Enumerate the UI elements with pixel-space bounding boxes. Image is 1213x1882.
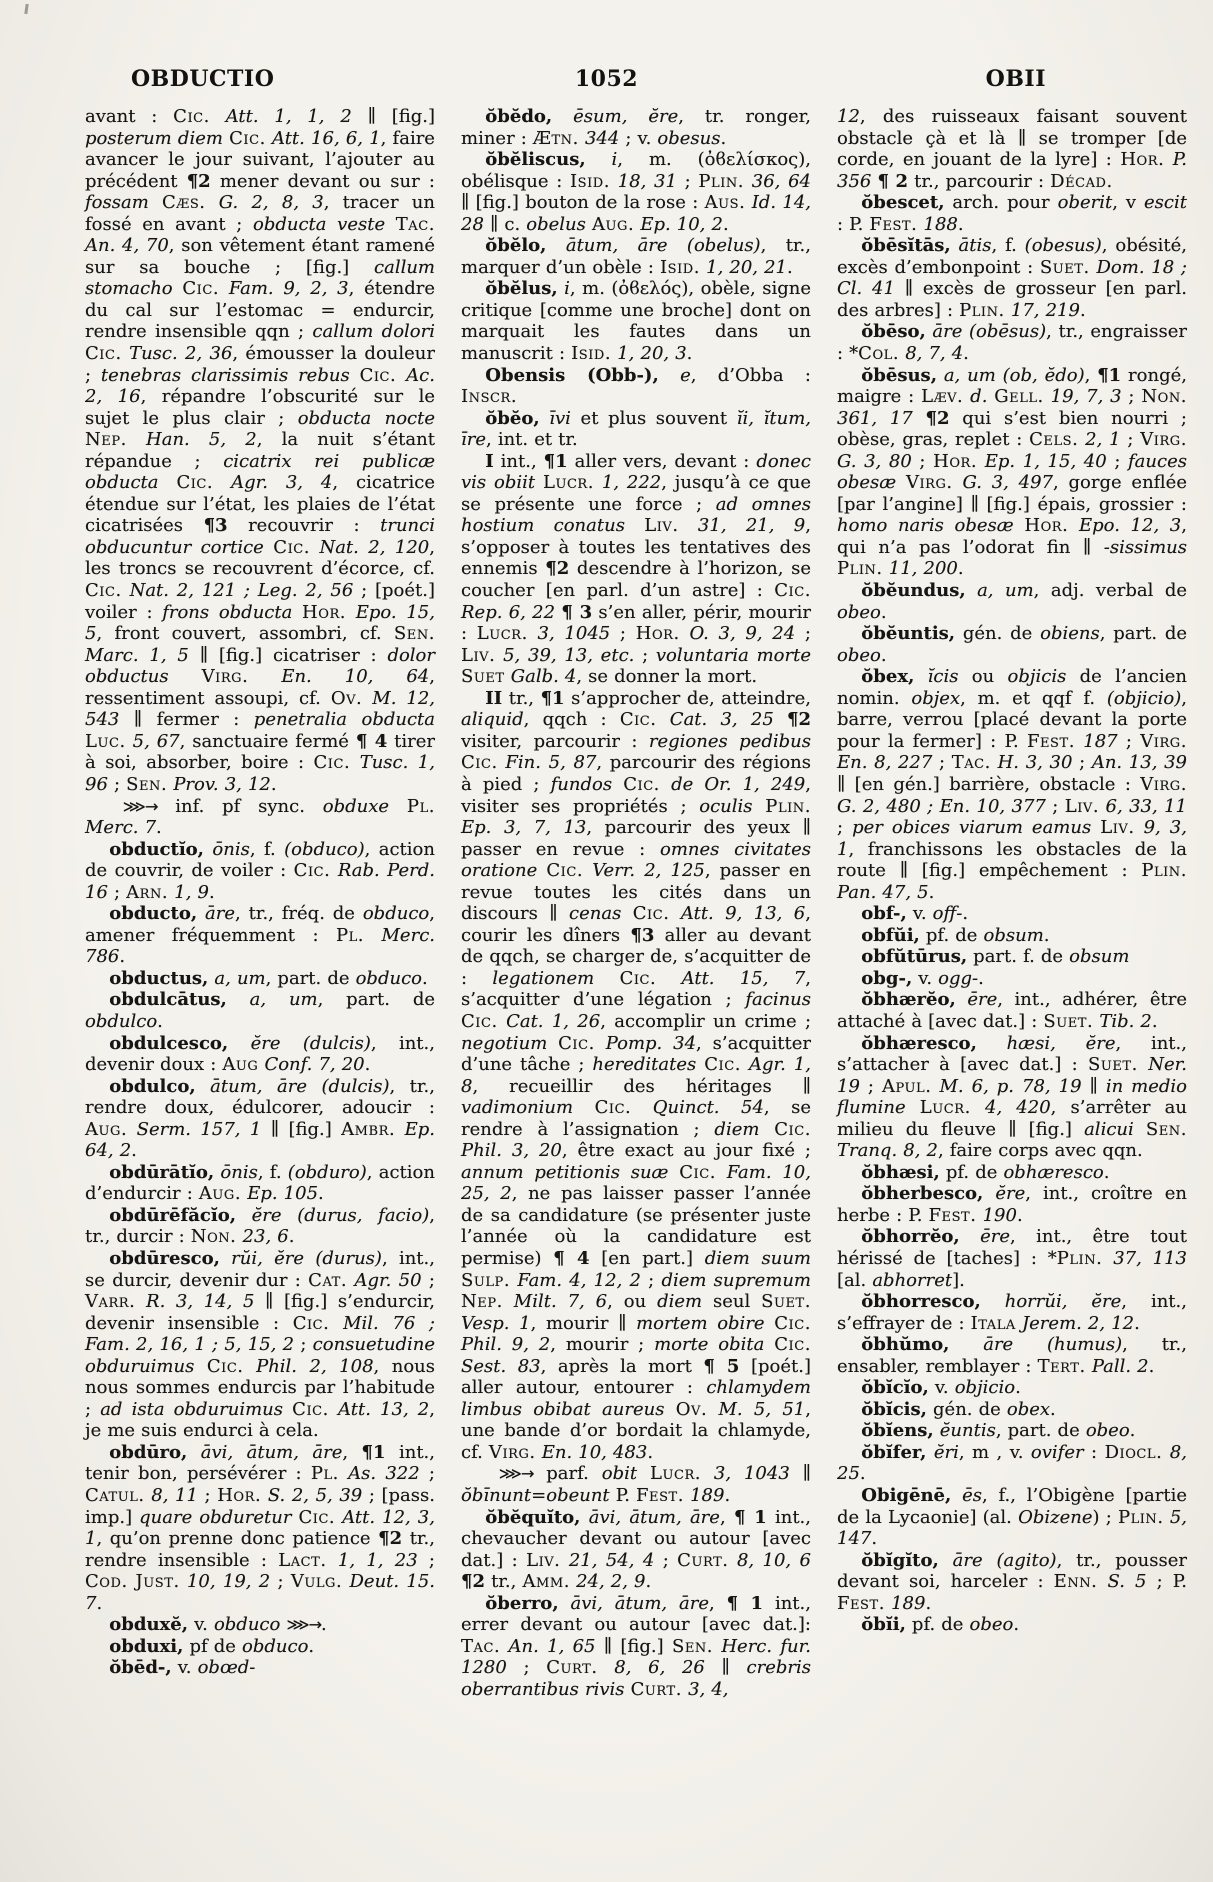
entry-paragraph: obdūro, āvi, ātum, āre, ¶1 int., tenir bon, persévérer : Pl. As. 322 ; Catul. 8, 11 ; Hor. S. 2, 5, 39 ; [pass. imp.] quare obduretur Cic. Att. 12, 3, 1, qu’on prenne donc patience ¶2 tr., rendre insensible : Lact. 1, 1, 23 ; Cod. Just. 10, 19, 2 ; Vulg. Deut. 15. 7. (85, 1441, 436, 1614)
entry-paragraph: obduxĕ, v. obduco ⋙→. (109, 1614, 327, 1636)
entry-paragraph: ŏbĭgĭto, āre (agito), tr., pousser devant soi, harceler : Enn. S. 5 ; P. Fest. 189. (837, 1549, 1187, 1614)
entry-paragraph: ŏbhorresco, horrŭi, ĕre, int., s’effrayer de : Itala Jerem. 2, 12. (837, 1291, 1187, 1334)
entry-paragraph: Obensis (Obb-), e, d’Obba : Inscr. (461, 364, 811, 408)
entry-paragraph: ŏbhærĕo, ēre, int., adhérer, être attaché à [avec dat.] : Suet. Tib. 2. (837, 989, 1187, 1032)
dictionary-column-2 (461, 106, 811, 1700)
entry-paragraph: ŏbherbesco, ĕre, int., croître en herbe : P. Fest. 190. (837, 1183, 1187, 1226)
dictionary-text-block (85, 106, 1187, 1700)
entry-paragraph: ŏbĕuntis, gén. de obiens, part. de obeo. (837, 623, 1187, 666)
entry-paragraph: ŏbhorrĕo, ēre, int., être tout hérissé de [taches] : *Plin. 37, 113 [al. abhorret]. (837, 1226, 1187, 1291)
header-right-keyword: OBII (985, 66, 1046, 92)
entry-paragraph: obductĭo, ōnis, f. (obduco), action de couvrir, de voiler : Cic. Rab. Perd. 16 ; Arn. 1, 9. (85, 838, 435, 903)
entry-paragraph: ŏbhŭmo, āre (humus), tr., ensabler, remblayer : Tert. Pall. 2. (837, 1334, 1187, 1377)
remark-paragraph: ⋙→ inf. pf sync. obduxe Pl. Merc. 7. (85, 795, 436, 839)
scan-artifact (24, 4, 28, 14)
entry-paragraph: ŏbĕlus, i, m. (ὀϐελός), obèle, signe critique [comme une broche] dont on marquait les fautes dans un manuscrit : Isid. 1, 20, 3. (461, 278, 811, 365)
dictionary-column-3 (837, 106, 1187, 1700)
page-number: 1052 (574, 66, 639, 92)
entry-paragraph: ŏbĕlo, ātum, āre (obelus), tr., marquer d’un obèle : Isid. 1, 20, 21. (461, 235, 811, 278)
entry-paragraph: obducto, āre, tr., fréq. de obduco, amener fréquemment : Pl. Merc. 786. (85, 903, 435, 968)
header-left-keyword: OBDUCTIO (131, 66, 275, 92)
entry-paragraph: obdulcesco, ĕre (dulcis), int., devenir doux : Aug Conf. 7, 20. (85, 1032, 435, 1076)
entry-paragraph: ŏbĭi, pf. de obeo. (861, 1614, 1020, 1636)
entry-paragraph: obdulcātus, a, um, part. de obdulco. (85, 989, 435, 1032)
entry-paragraph: ŏbĕundus, a, um, adj. verbal de obeo. (837, 580, 1187, 623)
entry-paragraph: obdūresco, rŭi, ĕre (durus), int., se durcir, devenir dur : Cat. Agr. 50 ; Varr. R. 3, 14, 5 ∥ [fig.] s’endurcir, devenir insensible : Cic. Mil. 76 ; Fam. 2, 16, 1 ; 5, 15, 2 ; consuetudine obduruimus Cic. Phil. 2, 108, nous nous sommes endurcis par l’habitude ; ad ista obduruimus Cic. Att. 13, 2, je me suis endurci à cela. (85, 1247, 435, 1442)
entry-paragraph: ŏbhæsi, pf. de obhæresco. (861, 1161, 1110, 1183)
remark-paragraph: ⋙→ parf. obit Lucr. 3, 1043 ∥ ŏbīnunt=obeunt P. Fest. 189. (461, 1463, 811, 1506)
continuation-paragraph: avant : Cic. Att. 1, 1, 2 ∥ [fig.] posterum diem Cic. Att. 16, 6, 1, faire avancer le jour suivant, l’ajouter au précédent ¶2 mener devant ou sur : fossam Cæs. G. 2, 8, 3, tracer un fossé en avant ; obducta veste Tac. An. 4, 70, son vêtement étant ramené sur sa bouche ; [fig.] callum stomacho Cic. Fam. 9, 2, 3, étendre du cal sur l’estomac = endurcir, rendre insensible qqn ; callum dolori Cic. Tusc. 2, 36, émousser la douleur ; tenebras clarissimis rebus Cic. Ac. 2, 16, répandre l’obscurité sur le sujet le plus clair ; obducta nocte Nep. Han. 5, 2, la nuit s’étant répandue ; cicatrix rei publicæ obducta Cic. Agr. 3, 4, cicatrice étendue sur l’état, les plaies de l’état cicatrisées ¶3 recouvrir : trunci obducuntur cortice Cic. Nat. 2, 120, les troncs se recouvrent d’écorce, cf. Cic. Nat. 2, 121 ; Leg. 2, 56 ; [poét.] voiler : frons obducta Hor. Epo. 15, 5, front couvert, assombri, cf. Sen. Marc. 1, 5 ∥ [fig.] cicatriser : dolor obductus Virg. En. 10, 64, ressentiment assoupi, cf. Ov. M. 12, 543 ∥ fermer : penetralia obducta Luc. 5, 67, sanctuaire fermé ¶ 4 tirer à soi, absorber, boire : Cic. Tusc. 1, 96 ; Sen. Prov. 3, 12. (85, 106, 436, 795)
entry-paragraph: ŏbēso, āre (obēsus), tr., engraisser : *Col. 8, 7, 4. (837, 321, 1187, 365)
entry-paragraph: obductus, a, um, part. de obduco. (109, 967, 428, 989)
entry-paragraph: ŏbĕo, īvi et plus souvent ĭi, ĭtum, īre, int. et tr. (461, 407, 811, 451)
entry-paragraph: ŏbĭfer, ĕri, m , v. ovifer : Diocl. 8, 25. (837, 1441, 1187, 1485)
entry-paragraph: ŏbĭcĭo, v. objicio. (861, 1377, 1021, 1399)
entry-paragraph: ŏbĭens, ĕuntis, part. de obeo. (861, 1420, 1136, 1442)
dictionary-column-1 (85, 106, 435, 1700)
entry-paragraph: ŏbĕliscus, i, m. (ὀϐελίσκος), obélisque : Isid. 18, 31 ; Plin. 36, 64 ∥ [fig.] bouton de la rose : Aus. Id. 14, 28 ∥ c. obelus Aug. Ep. 10, 2. (461, 149, 811, 235)
entry-paragraph: ŏbēd-, v. obœd- (109, 1657, 256, 1679)
entry-paragraph: ŏbēsĭtās, ātis, f. (obesus), obésité, excès d’embonpoint : Suet. Dom. 18 ; Cl. 41 ∥ excès de grosseur [en parl. des arbres] : Plin. 17, 219. (837, 235, 1187, 321)
entry-paragraph: II tr., ¶1 s’approcher de, atteindre, aliquid, qqch : Cic. Cat. 3, 25 ¶2 visiter, parcourir : regiones pedibus Cic. Fin. 5, 87, parcourir des régions à pied ; fundos Cic. de Or. 1, 249, visiter ses propriétés ; oculis Plin. Ep. 3, 7, 13, parcourir des yeux ∥ passer en revue : omnes civitates oratione Cic. Verr. 2, 125, passer en revue toutes les cités dans un discours ∥ cenas Cic. Att. 9, 13, 6, courir les dîners ¶3 aller au devant de qqch, se charger de, s’acquitter de : legationem Cic. Att. 15, 7, s’acquitter d’une légation ; facinus Cic. Cat. 1, 26, accomplir un crime ; negotium Cic. Pomp. 34, s’acquitter d’une tâche ; hereditates Cic. Agr. 1, 8, recueillir des héritages ∥ vadimonium Cic. Quinct. 54, se rendre à l’assignation ; diem Cic. Phil. 3, 20, être exact au jour fixé ; annum petitionis suæ Cic. Fam. 10, 25, 2, ne pas laisser passer l’année de sa candidature (se présenter juste l’année où la candidature est permise) ¶ 4 [en part.] diem suum Sulp. Fam. 4, 12, 2 ; diem supremum Nep. Milt. 7, 6, ou diem seul Suet. Vesp. 1, mourir ∥ mortem obire Cic. Phil. 9, 2, mourir ; morte obita Cic. Sest. 83, après la mort ¶ 5 [poét.] aller autour, entourer : chlamydem limbus obibat aureus Ov. M. 5, 51, une bande d’or bordait la chlamyde, cf. Virg. En. 10, 483. (461, 687, 812, 1463)
entry-paragraph: ŏberro, āvi, ātum, āre, ¶ 1 int., errer devant ou autour [avec dat.]: Tac. An. 1, 65 ∥ [fig.] Sen. Herc. fur. 1280 ; Curt. 8, 6, 26 ∥ crebris oberrantibus rivis Curt. 3, 4, (461, 1592, 811, 1700)
entry-paragraph: I int., ¶1 aller vers, devant : donec vis obiit Lucr. 1, 222, jusqu’à ce que se présente une force ; ad omnes hostium conatus Liv. 31, 21, 9, s’opposer à toutes les tentatives des ennemis ¶2 descendre à l’horizon, se coucher [en parl. d’un astre] : Cic. Rep. 6, 22 ¶ 3 s’en aller, périr, mourir : Lucr. 3, 1045 ; Hor. O. 3, 9, 24 ; Liv. 5, 39, 13, etc. ; voluntaria morte Suet Galb. 4, se donner la mort. (461, 450, 812, 688)
entry-paragraph: ŏbĕdo, ēsum, ĕre, tr. ronger, miner : Ætn. 344 ; v. obesus. (461, 106, 811, 149)
entry-paragraph: obdulco, ātum, āre (dulcis), tr., rendre doux, édulcorer, adoucir : Aug. Serm. 157, 1 ∥ [fig.] Ambr. Ep. 64, 2. (85, 1075, 436, 1162)
entry-paragraph: obfŭi, pf. de obsum. (861, 924, 1050, 946)
entry-paragraph: ŏbex, ĭcis ou objicis de l’ancien nomin. objex, m. et qqf f. (objicio), barre, verrou [placé devant la porte pour la fermer] : P. Fest. 187 ; Virg. En. 8, 227 ; Tac. H. 3, 30 ; An. 13, 39 ∥ [en gén.] barrière, obstacle : Virg. G. 2, 480 ; En. 10, 377 ; Liv. 6, 33, 11 ; per obices viarum eamus Liv. 9, 3, 1, franchissons les obstacles de la route ∥ [fig.] empêchement : Plin. Pan. 47, 5. (837, 666, 1187, 903)
entry-paragraph: ŏbĕquĭto, āvi, ātum, āre, ¶ 1 int., chevaucher devant ou autour [avec dat.] : Liv. 21, 54, 4 ; Curt. 8, 10, 6 ¶2 tr., Amm. 24, 2, 9. (461, 1506, 811, 1593)
entry-paragraph: obduxi, pf de obduco. (109, 1635, 315, 1657)
entry-paragraph: obdūrātĭo, ōnis, f. (obduro), action d’endurcir : Aug. Ep. 105. (85, 1161, 435, 1205)
entry-paragraph: obfŭtūrus, part. f. de obsum (861, 946, 1130, 968)
entry-paragraph: ŏbĭcis, gén. de obex. (861, 1398, 1056, 1420)
entry-paragraph: Obigēnē, ēs, f., l’Obigène [partie de la Lycaonie] (al. Obizene) ; Plin. 5, 147. (837, 1485, 1187, 1550)
entry-paragraph: ŏbēsus, a, um (ob, ĕdo), ¶1 rongé, maigre : Læv. d. Gell. 19, 7, 3 ; Non. 361, 17 ¶2 qui s’est bien nourri ; obèse, gras, replet : Cels. 2, 1 ; Virg. G. 3, 80 ; Hor. Ep. 1, 15, 40 ; fauces obesæ Virg. G. 3, 497, gorge enflée [par l’angine] ∥ [fig.] épais, grossier : homo naris obesæ Hor. Epo. 12, 3, qui n’a pas l’odorat fin ∥ -sissimus Plin. 11, 200. (837, 364, 1187, 580)
entry-paragraph: obf-, v. off-. (861, 903, 969, 925)
entry-paragraph: obg-, v. ogg-. (861, 967, 984, 989)
entry-paragraph: obdūrēfăcĭo, ĕre (durus, facio), tr., durcir : Non. 23, 6. (85, 1204, 435, 1248)
page-header (0, 66, 1213, 96)
continuation-paragraph: 12, des ruisseaux faisant souvent obstacle çà et là ∥ se tromper [de corde, en jouant de la lyre] : Hor. P. 356 ¶ 2 tr., parcourir : Décad. (837, 106, 1187, 192)
entry-paragraph: ŏbhæresco, hæsi, ĕre, int., s’attacher à [avec dat.] : Suet. Ner. 19 ; Apul. M. 6, p. 78, 19 ∥ in medio flumine Lucr. 4, 420, s’arrêter au milieu du fleuve ∥ [fig.] alicui Sen. Tranq. 8, 2, faire corps avec qqn. (837, 1032, 1187, 1162)
entry-paragraph: ŏbescet, arch. pour oberit, v escit : P. Fest. 188. (837, 192, 1187, 235)
